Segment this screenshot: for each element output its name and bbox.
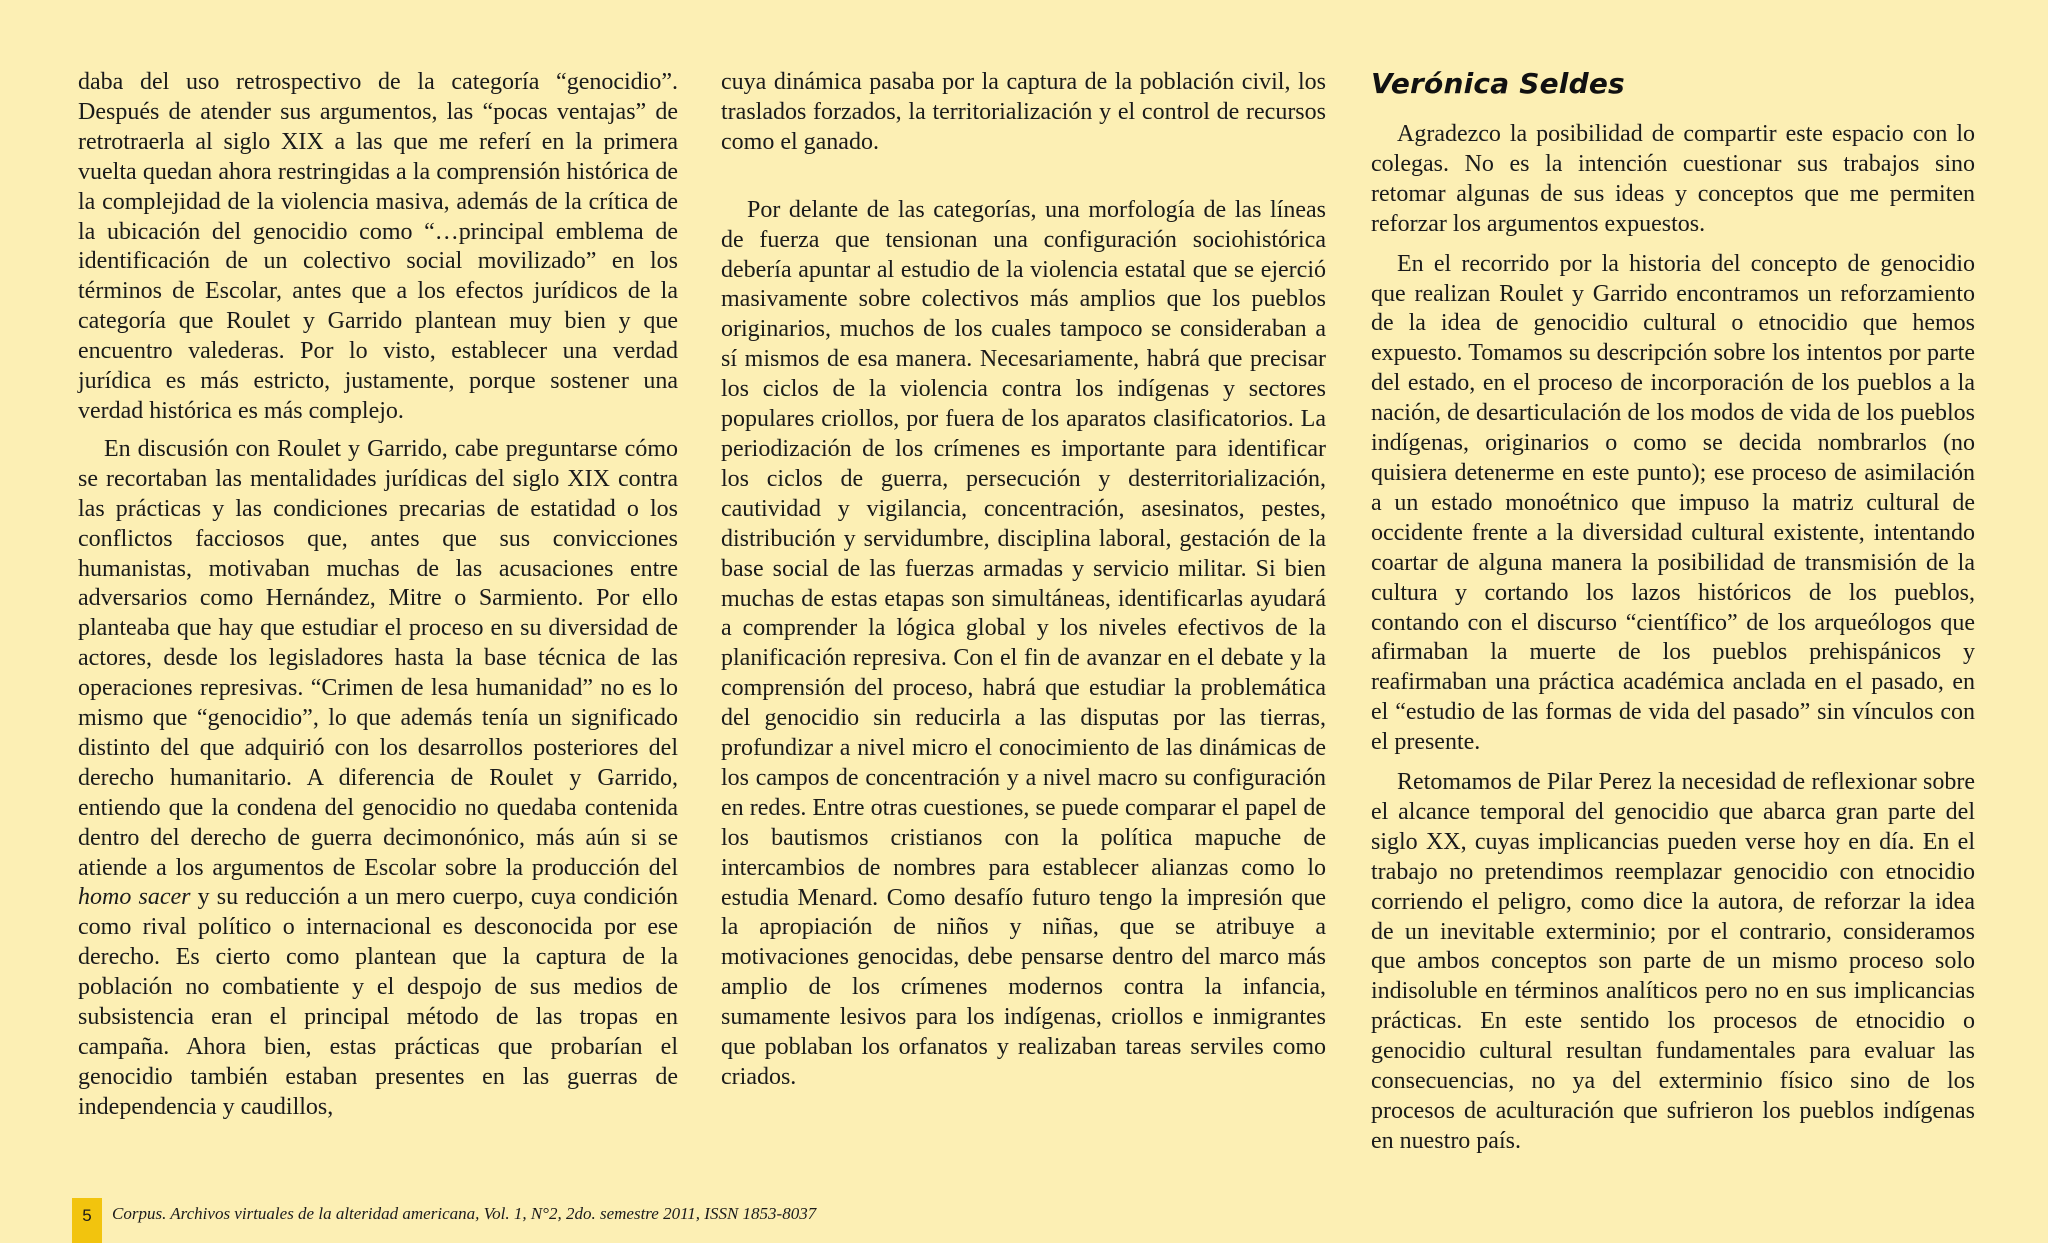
paragraph: daba del uso retrospectivo de la categoría “genocidio”. Después de atender sus argumentos, las “pocas ventajas” de retrotraerla al siglo XIX a las que me referí en la primera vuelta quedan ahora restringidas a la comprensión histórica de la complejidad de la violencia masiva, además de la crítica de la ubicación del genocidio como “…principal emblema de identificación de un colectivo social movilizado” en los términos de Escolar, antes que a los efectos jurídicos de la categoría que Roulet y Garrido plantean muy bien y que encuentro valederas. Por lo visto, establecer una verdad jurídica es más estricto, justamente, porque sostener una verdad histórica es más complejo. [78,69,678,424]
paragraph: Agradezco la posibilidad de compartir este espacio con lo colegas. No es la intención cuestionar sus trabajos sino retomar algunas de sus ideas y conceptos que me permiten reforzar los argumentos expuestos. [1371,121,1975,237]
paragraph: En el recorrido por la historia del concepto de genocidio que realizan Roulet y Garrido encontramos un reforzamiento de la idea de genocidio cultural o etnocidio que hemos expuesto. Tomamos su descripción sobre los intentos por parte del estado, en el proceso de incorporación de los pueblos a la nación, de desarticulación de los modos de vida de los pueblos indígenas, originarios o como se decida nombrarlos (no quisiera detenerme en este punto); ese proceso de asimilación a un estado monoétnico que impuso la matriz cultural de occidente frente a la diversidad cultural existente, intentando coartar de alguna manera la posibilidad de transmisión de la cultura y cortando los lazos históricos de los pueblos, contando con el discurso “científico” de los arqueólogos que afirmaban la muerte de los pueblos prehispánicos y reafirmaban una práctica académica anclada en el pasado, en el “estudio de las formas de vida del pasado” sin vínculos con el presente. [1371,250,1975,756]
paragraph [78,435,678,1123]
text-column-left [78,68,678,1123]
paragraph: Retomamos de Pilar Perez la necesidad de reflexionar sobre el alcance temporal del genocidio que abarca gran parte del siglo XX, cuyas implicancias pueden verse hoy en día. En el trabajo no pretendimos reemplazar genocidio con etnocidio corriendo el peligro, como dice la autora, de reforzar la idea de un inevitable exterminio; por el contrario, consideramos que ambos conceptos son parte de un mismo proceso solo indisoluble en términos analíticos pero no en sus implicancias prácticas. En este sentido los procesos de etnocidio o genocidio cultural resultan fundamentales para evaluar las consecuencias, no ya del exterminio físico sino de los procesos de aculturación que sufrieron los pueblos indígenas en nuestro país. [1371,769,1975,1154]
text-column-right [1371,66,1975,1157]
italic-term: homo sacer [78,884,191,911]
paragraph: Por delante de las categorías, una morfología de las líneas de fuerza que tensionan una configuración sociohistórica debería apuntar al estudio de la violencia estatal que se ejerció masivamente sobre colectivos más amplios que los pueblos originarios, muchos de los cuales tampoco se consideraban a sí mismos de esa manera. Necesariamente, habrá que precisar los ciclos de la violencia contra los indígenas y sectores populares criollos, por fuera de los aparatos clasificatorios. La periodización de los crímenes es importante para identificar los ciclos de guerra, persecución y desterritorialización, cautividad y vigilancia, concentración, asesinatos, pestes, distribución y servidumbre, disciplina laboral, gestación de la base social de las fuerzas armadas y servicio militar. Si bien muchas de estas etapas son simultáneas, identificarlas ayudará a comprender la lógica global y los niveles efectivos de la planificación represiva. Con el fin de avanzar en el debate y la comprensión del proceso, habrá que estudiar la problemática del genocidio sin reducirla a las disputas por las tierras, profundizar a nivel micro el conocimiento de las dinámicas de los campos de concentración y a nivel macro su configuración en redes. Entre otras cuestiones, se puede comparar el papel de los bautismos cristianos con la política mapuche de intercambios de nombres para establecer alianzas como lo estudia Menard. Como desafío futuro tengo la impresión que la apropiación de niños y niñas, que se atribuye a motivaciones genocidas, debe pensarse dentro del marco más amplio de los crímenes modernos contra la infancia, sumamente lesivos para los indígenas, criollos e inmigrantes que poblaban los orfanatos y realizaban tareas serviles como criados. [721,196,1326,1090]
author-heading: Verónica Seldes [1371,67,1625,100]
page-number: 5 [72,1198,102,1243]
journal-citation: Corpus. Archivos virtuales de la alteridad americana, Vol. 1, N°2, 2do. semestre 2011, ISSN 1853-8037 [112,1204,817,1223]
paragraph: cuya dinámica pasaba por la captura de la población civil, los traslados forzados, la territorialización y el control de recursos como el ganado. [721,69,1326,155]
paragraph-text: y su reducción a un mero cuerpo, cuya condición como rival político o internacional es desconocida por ese derecho. Es cierto como plantean que la captura de la población no combatiente y el despojo de sus medios de subsistencia eran el principal método de las tropas en campaña. Ahora bien, estas prácticas que probarían el genocidio también estaban presentes en las guerras de independencia y caudillos, [78,884,678,1120]
text-column-middle [721,68,1326,1093]
page-footer [72,1198,816,1243]
paragraph-text: En discusión con Roulet y Garrido, cabe preguntarse cómo se recortaban las mentalidades jurídicas del siglo XIX contra las prácticas y las condiciones precarias de estatidad o los conflictos facciosos que, antes que sus convicciones humanistas, motivaban muchas de las acusaciones entre adversarios como Hernández, Mitre o Sarmiento. Por ello planteaba que hay que estudiar el proceso en su diversidad de actores, desde los legisladores hasta la base técnica de las operaciones represivas. “Crimen de lesa humanidad” no es lo mismo que “genocidio”, lo que además tenía un significado distinto del que adquirió con los desarrollos posteriores del derecho humanitario. A diferencia de Roulet y Garrido, entiendo que la condena del genocidio no quedaba contenida dentro del derecho de guerra decimonónico, más aún si se atiende a los argumentos de Escolar sobre la producción del [78,435,678,881]
